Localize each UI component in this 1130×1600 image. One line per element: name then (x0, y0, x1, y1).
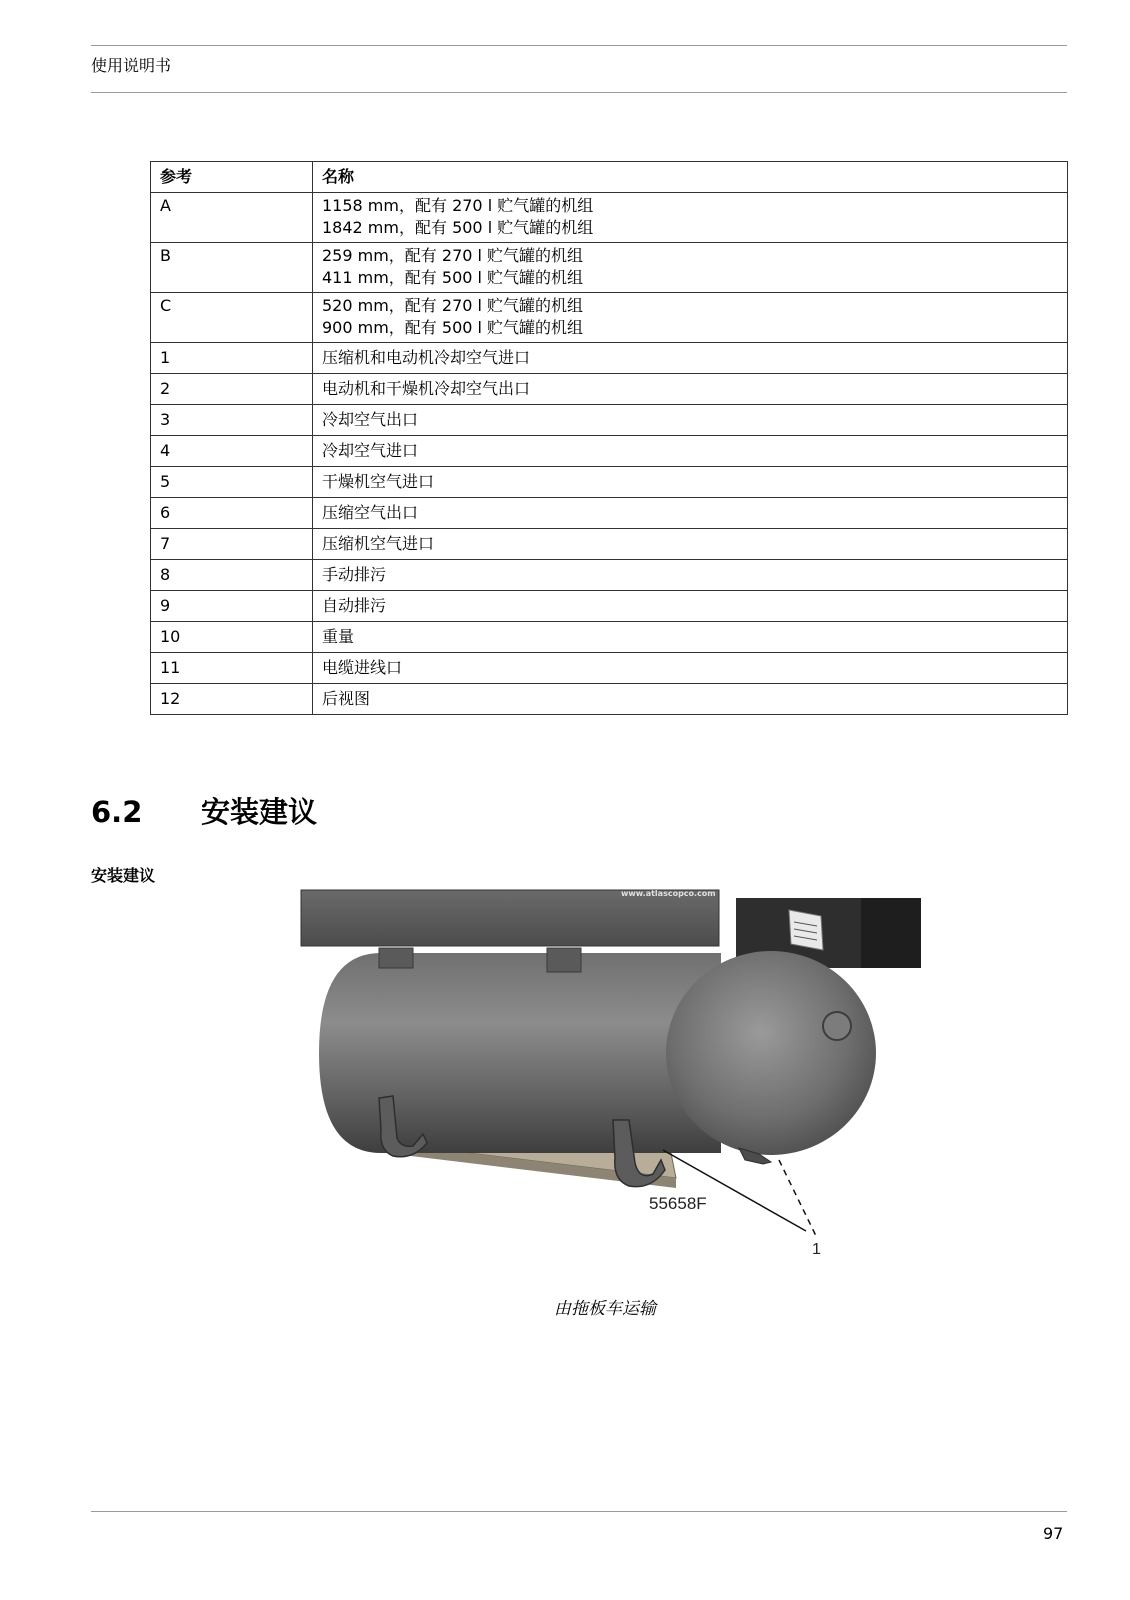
ref-cell: 2 (151, 374, 313, 405)
ref-cell: C (151, 293, 313, 343)
figure-caption: 由拖板车运输 (554, 1299, 656, 1319)
air-tank-illustration (301, 889, 921, 1283)
name-line: 900 mm，配有 500 l 贮气罐的机组 (322, 318, 584, 337)
name-line: 干燥机空气进口 (322, 472, 435, 491)
image-code: 55658F (649, 1194, 707, 1213)
table-row (151, 243, 1068, 293)
name-line: 重量 (322, 627, 355, 646)
name-line: 259 mm，配有 270 l 贮气罐的机组 (322, 246, 584, 265)
section-title: 安装建议 (201, 795, 318, 829)
name-line: 411 mm，配有 500 l 贮气罐的机组 (322, 268, 584, 287)
table-row (151, 653, 1068, 684)
table-body (151, 193, 1068, 715)
ref-cell: 3 (151, 405, 313, 436)
ref-cell: 10 (151, 622, 313, 653)
name-cell (313, 405, 1068, 436)
table-row (151, 374, 1068, 405)
footer-rule (91, 1511, 1067, 1512)
section-number: 6.2 (91, 795, 143, 829)
brand-text: www.atlascopco.com (621, 889, 716, 898)
table-row (151, 529, 1068, 560)
table-row (151, 684, 1068, 715)
document-header-title: 使用说明书 (91, 56, 172, 75)
subheading: 安装建议 (91, 866, 156, 885)
name-cell (313, 653, 1068, 684)
column-header-ref: 参考 (151, 162, 313, 193)
name-cell (313, 374, 1068, 405)
name-line: 冷却空气出口 (322, 410, 419, 429)
name-line: 1842 mm，配有 500 l 贮气罐的机组 (322, 218, 594, 237)
name-line: 压缩机空气进口 (322, 534, 435, 553)
name-line: 压缩机和电动机冷却空气进口 (322, 348, 531, 367)
name-cell (313, 591, 1068, 622)
name-line: 电动机和干燥机冷却空气出口 (322, 379, 531, 398)
tank-body (319, 953, 721, 1153)
compressor-cabinet (301, 890, 719, 946)
ref-cell: A (151, 193, 313, 243)
name-cell (313, 436, 1068, 467)
header-top-rule (91, 45, 1067, 46)
table-row (151, 405, 1068, 436)
tank-end-cap (666, 951, 876, 1155)
name-line: 1158 mm，配有 270 l 贮气罐的机组 (322, 196, 594, 215)
ref-cell: 7 (151, 529, 313, 560)
callout-label: 1 (812, 1241, 821, 1258)
table-row (151, 498, 1068, 529)
ref-cell: 9 (151, 591, 313, 622)
ref-cell: 4 (151, 436, 313, 467)
tank-transport-figure (301, 889, 921, 1283)
table-row (151, 622, 1068, 653)
name-line: 520 mm，配有 270 l 贮气罐的机组 (322, 296, 584, 315)
name-cell (313, 193, 1068, 243)
name-cell (313, 622, 1068, 653)
name-line: 自动排污 (322, 596, 387, 615)
table-row (151, 193, 1068, 243)
name-line: 冷却空气进口 (322, 441, 419, 460)
name-cell (313, 498, 1068, 529)
header-bottom-rule (91, 92, 1067, 93)
name-line: 后视图 (322, 689, 371, 708)
ref-cell: B (151, 243, 313, 293)
column-header-name: 名称 (313, 162, 1068, 193)
table-row (151, 343, 1068, 374)
name-cell (313, 293, 1068, 343)
table-row (151, 293, 1068, 343)
ref-cell: 6 (151, 498, 313, 529)
name-cell (313, 560, 1068, 591)
ref-cell: 1 (151, 343, 313, 374)
name-line: 电缆进线口 (322, 658, 403, 677)
reference-table (150, 161, 1068, 715)
ref-cell: 5 (151, 467, 313, 498)
ref-cell: 12 (151, 684, 313, 715)
table-row (151, 467, 1068, 498)
warning-label (789, 910, 823, 950)
name-cell (313, 343, 1068, 374)
page-number: 97 (1043, 1524, 1064, 1543)
name-line: 压缩空气出口 (322, 503, 419, 522)
name-line: 手动排污 (322, 565, 387, 584)
ref-cell: 11 (151, 653, 313, 684)
name-cell (313, 467, 1068, 498)
tank-plug (823, 1012, 851, 1040)
table-header-row (151, 162, 1068, 193)
table-row (151, 591, 1068, 622)
name-cell (313, 684, 1068, 715)
name-cell (313, 243, 1068, 293)
name-cell (313, 529, 1068, 560)
table-row (151, 560, 1068, 591)
ref-cell: 8 (151, 560, 313, 591)
table-row (151, 436, 1068, 467)
